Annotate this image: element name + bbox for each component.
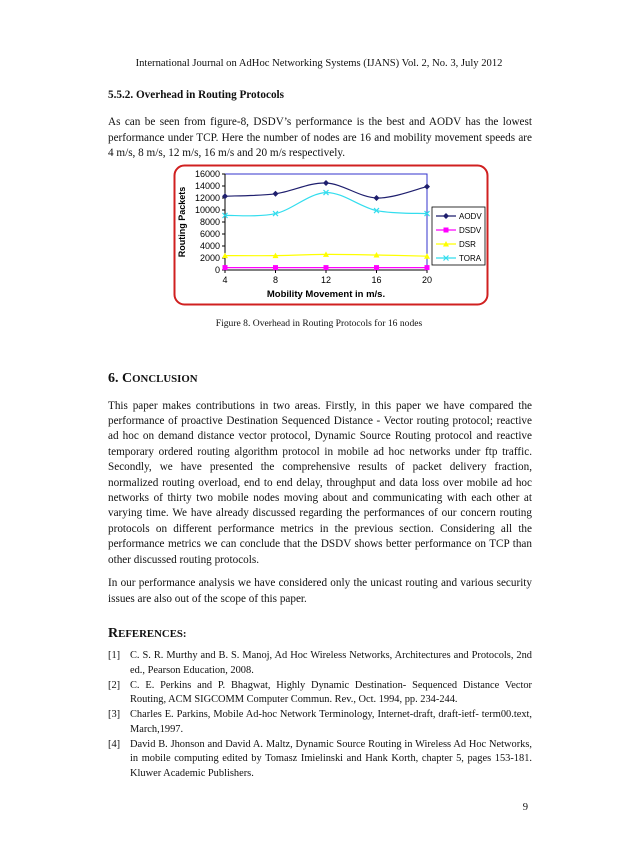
references-heading (108, 625, 532, 643)
ref-number: [3] (108, 709, 121, 721)
y-axis-title: Routing Packets (177, 186, 187, 257)
overhead-chart (173, 164, 489, 306)
figure-caption: Figure 8. Overhead in Routing Protocols for 16 nodes (215, 317, 423, 329)
reference-item (108, 708, 532, 738)
ref-text: C. E. Perkins and P. Bhagwat, Highly Dynamic Destination- Sequenced Distance Vector Routing, ACM SIGCOMM Computer Commun. Rev., Oct. 1994, pp. 234-244. (130, 679, 532, 706)
reference-item (108, 679, 532, 709)
data-point-dsdv (223, 265, 228, 270)
x-tick-label: 8 (272, 274, 279, 285)
legend-marker (444, 227, 449, 232)
x-tick-label: 20 (421, 274, 433, 285)
legend-label: AODV (459, 211, 482, 221)
conclusion-paragraph-2: In our performance analysis we have considered only the unicast routing and various security issues are also out of the scope of this paper. (108, 577, 532, 605)
running-header: International Journal on AdHoc Networking Systems (IJANS) Vol. 2, No. 3, July 2012 (135, 58, 503, 69)
chart-container (173, 164, 532, 306)
conclusion-heading (108, 370, 532, 388)
data-point-dsdv (374, 265, 379, 270)
x-tick-label: 4 (222, 274, 228, 285)
y-tick-label: 0 (214, 264, 220, 275)
ref-number: [2] (108, 679, 121, 691)
ref-number: [1] (108, 649, 121, 661)
y-tick-label: 14000 (194, 180, 220, 191)
heading-number: 6. C (108, 370, 133, 386)
ref-text: Charles E. Parkins, Mobile Ad-hoc Network Terminology, Internet-draft, draft-ietf- term00.text, March,1997. (130, 709, 532, 735)
x-axis-title: Mobility Movement in m/s. (266, 288, 386, 300)
section-paragraph: As can be seen from figure-8, DSDV’s performance is the best and AODV has the lowest performance under TCP. Here the number of nodes are 16 and mobility movement speeds are 4 m/s, 8 m/s, 12 m/s, 16 m/s and 20 m/s respectively. (108, 116, 532, 160)
x-tick-label: 16 (371, 274, 382, 285)
ref-number: [4] (108, 738, 121, 750)
data-point-dsdv (425, 265, 430, 270)
legend-label: DSDV (459, 225, 482, 235)
data-point-dsdv (324, 265, 329, 270)
heading-rest: EFERENCES: (118, 627, 187, 640)
page-number: 9 (522, 802, 528, 814)
heading-rest: ONCLUSION (132, 372, 198, 385)
data-point-dsdv (273, 265, 278, 270)
reference-item (108, 649, 532, 679)
legend-label: TORA (459, 253, 482, 263)
conclusion-paragraph-1: This paper makes contributions in two areas. Firstly, in this paper we have compared the performance of proactive Destination Sequenced Distance - Vector routing protocol; reactive ad hoc on demand distance vector protocol, Dynamic Source Routing protocol and reactive temporary ordered routing algorithm protocol in mobile ad hoc networks under ftp traffic. Secondly, we have presented the comprehensive results of packet delivery fraction, normalized routing overload, end to end delay, throughput and data loss over mobile ad hoc networks of thirty two mobile nodes moving about and communicating with each other at varying time. We have already discussed regarding the performances of our concern routing protocols on different performance metrics in the previous section. Considering all the performance metrics we can conclude that the DSDV shows better performance on TCP than other discussed routing protocols. (108, 399, 532, 566)
section-heading: 5.5.2. Overhead in Routing Protocols (108, 89, 284, 101)
ref-text: David B. Jhonson and David A. Maltz, Dynamic Source Routing in Wireless Ad Hoc Networks, in mobile computing edited by Tomasz Imielinski and Hank Korth, chapter 5, pages 153-181. Kluwer Academic Publishers. (130, 738, 532, 780)
y-tick-label: 2000 (199, 252, 220, 263)
y-tick-label: 8000 (199, 216, 220, 227)
y-tick-label: 10000 (194, 204, 220, 215)
y-tick-label: 12000 (194, 192, 220, 203)
x-tick-label: 12 (320, 274, 332, 285)
references-list (108, 649, 532, 782)
legend-label: DSR (459, 239, 476, 249)
heading-first: R (108, 625, 119, 641)
y-tick-label: 6000 (199, 228, 220, 239)
y-tick-label: 16000 (194, 168, 220, 179)
ref-text: C. S. R. Murthy and B. S. Manoj, Ad Hoc Wireless Networks, Architectures and Protocols, 2nd ed., Pearson Education, 2008. (130, 649, 532, 676)
y-tick-label: 4000 (199, 240, 220, 251)
reference-item (108, 738, 532, 782)
